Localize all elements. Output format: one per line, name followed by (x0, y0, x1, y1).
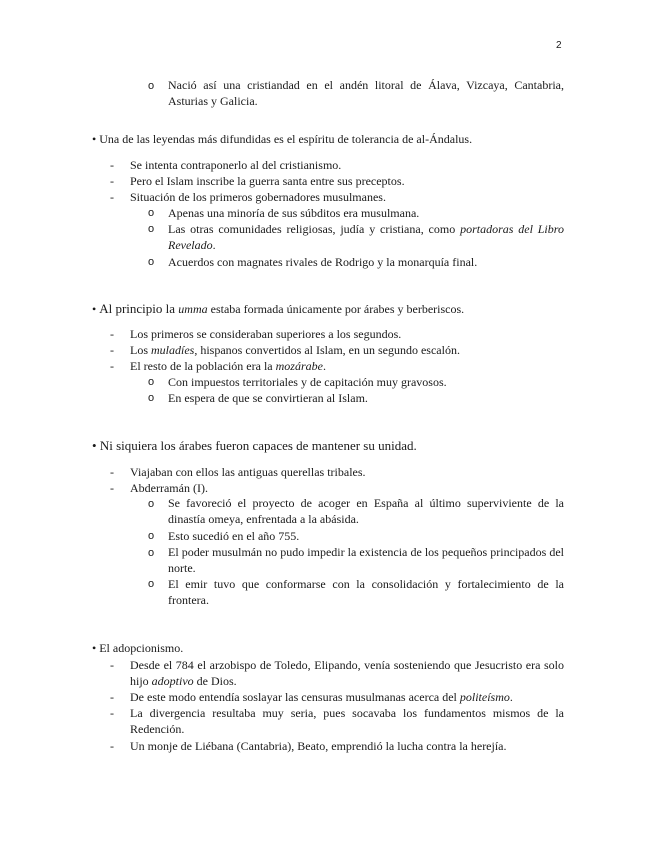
text-segment: . (509, 690, 513, 704)
dash-bullet-icon: - (110, 739, 114, 753)
bullet-icon: • (92, 438, 97, 453)
italic-segment: adoptivo (151, 674, 194, 688)
text-segment: Las otras comunidades religiosas, judía y cristiana, como (168, 222, 461, 236)
dash-bullet-icon: - (110, 658, 114, 672)
list-item: Pero el Islam inscribe la guerra santa entre sus preceptos. (130, 174, 405, 188)
text-segment: . (212, 238, 216, 252)
list-item (130, 657, 564, 689)
text-segment: de Dios. (193, 674, 237, 688)
italic-segment: muladíes (151, 343, 195, 357)
circle-bullet-icon: o (148, 392, 155, 404)
page-number: 2 (556, 40, 562, 51)
text-segment: De este modo entendía soslayar las censuras musulmanas acerca del (130, 690, 460, 704)
heading-text: Al principio la (99, 301, 179, 316)
circle-bullet-icon: o (148, 80, 155, 92)
list-item: Con impuestos territoriales y de capitación muy gravosos. (168, 375, 447, 389)
list-item: Abderramán (I). (130, 481, 208, 495)
list-item: El emir tuvo que conformarse con la consolidación y fortalecimiento de la frontera. (168, 577, 564, 607)
heading-text: El adopcionismo. (99, 641, 184, 655)
circle-bullet-icon: o (148, 530, 155, 542)
circle-bullet-icon: o (148, 256, 155, 268)
list-item: Nació así una cristiandad en el andén litoral de Álava, Vizcaya, Cantabria, Asturias y Galicia. (168, 78, 564, 108)
dash-bullet-icon: - (110, 706, 114, 720)
italic-segment: mozárabe (275, 359, 323, 373)
list-item: Se intenta contraponerlo al del cristianismo. (130, 158, 342, 172)
dash-bullet-icon: - (110, 174, 114, 188)
dash-bullet-icon: - (110, 690, 114, 704)
dash-bullet-icon: - (110, 343, 114, 357)
list-item: Apenas una minoría de sus súbditos era musulmana. (168, 206, 420, 220)
heading-text: Una de las leyendas más difundidas es el espíritu de tolerancia de al-Ándalus. (99, 132, 473, 146)
list-item (130, 342, 564, 358)
italic-segment: umma (178, 302, 208, 316)
list-item: Los primeros se consideraban superiores a los segundos. (130, 327, 402, 341)
heading-text: estaba formada únicamente por árabes y berberiscos. (207, 302, 465, 316)
list-item (130, 689, 564, 705)
dash-bullet-icon: - (110, 359, 114, 373)
dash-bullet-icon: - (110, 190, 114, 204)
section-heading (92, 301, 464, 317)
list-item: Acuerdos con magnates rivales de Rodrigo y la monarquía final. (168, 255, 478, 269)
list-item: Situación de los primeros gobernadores musulmanes. (130, 190, 386, 204)
section-heading (92, 640, 183, 656)
circle-bullet-icon: o (148, 223, 155, 235)
italic-segment: politeísmo (459, 690, 510, 704)
circle-bullet-icon: o (148, 547, 155, 559)
list-item: La divergencia resultaba muy seria, pues socavaba los fundamentos mismos de la Redención. (130, 706, 564, 736)
section-heading (92, 438, 417, 454)
text-segment: . (322, 359, 326, 373)
circle-bullet-icon: o (148, 376, 155, 388)
circle-bullet-icon: o (148, 207, 155, 219)
text-segment: , hispanos convertidos al Islam, en un segundo escalón. (194, 343, 460, 357)
list-item: Se favoreció el proyecto de acoger en España al último superviviente de la dinastía omeya, enfrentada a la abásida. (168, 496, 564, 526)
italic-segment: portadoras del Libro Revelado (168, 222, 564, 252)
text-segment: Desde el 784 el arzobispo de Toledo, Elipando, venía sosteniendo que Jesucristo era solo hijo (130, 658, 564, 688)
bullet-icon: • (92, 641, 97, 655)
section-heading (92, 131, 472, 147)
circle-bullet-icon: o (148, 578, 155, 590)
text-segment: El resto de la población era la (130, 359, 276, 373)
dash-bullet-icon: - (110, 481, 114, 495)
list-item: Un monje de Liébana (Cantabria), Beato, emprendió la lucha contra la herejía. (130, 739, 507, 753)
list-item: En espera de que se convirtieran al Islam. (168, 391, 368, 405)
bullet-icon: • (92, 302, 97, 316)
dash-bullet-icon: - (110, 327, 114, 341)
list-item (130, 358, 564, 374)
list-item (168, 221, 564, 253)
heading-text: Ni siquiera los árabes fueron capaces de mantener su unidad. (99, 438, 417, 453)
text-segment: Los (130, 343, 151, 357)
list-item: El poder musulmán no pudo impedir la existencia de los pequeños principados del norte. (168, 545, 564, 575)
dash-bullet-icon: - (110, 158, 114, 172)
list-item: Viajaban con ellos las antiguas querellas tribales. (130, 465, 366, 479)
bullet-icon: • (92, 132, 97, 146)
list-item: Esto sucedió en el año 755. (168, 529, 300, 543)
circle-bullet-icon: o (148, 498, 155, 510)
dash-bullet-icon: - (110, 465, 114, 479)
